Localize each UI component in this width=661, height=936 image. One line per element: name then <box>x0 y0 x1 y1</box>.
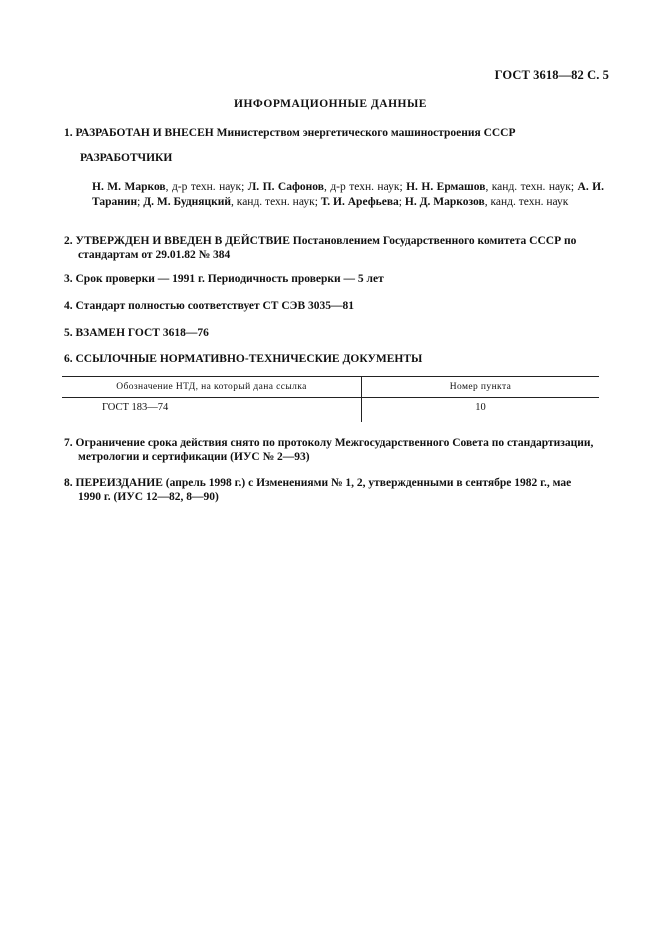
developer-degree: , канд. техн. наук <box>484 195 569 208</box>
section-title: ИНФОРМАЦИОННЫЕ ДАННЫЕ <box>234 98 427 110</box>
developers-label: РАЗРАБОТЧИКИ <box>80 152 173 164</box>
item-2 <box>64 234 604 262</box>
developers-list <box>92 180 604 209</box>
item-7 <box>64 436 604 464</box>
developer-name: Д. М. Будняцкий <box>143 195 232 208</box>
developer-degree: , д-р техн. наук; <box>323 181 407 193</box>
item-1: 1. РАЗРАБОТАН И ВНЕСЕН Министерством энергетического машиностроения СССР <box>64 127 516 139</box>
item-4: 4. Стандарт полностью соответствует СТ СЭВ 3035—81 <box>64 300 355 312</box>
cell-clause: 10 <box>475 402 486 413</box>
developer-name: Н. Н. Ермашов <box>406 181 486 193</box>
item-2-line-2: стандартам от 29.01.82 № 384 <box>78 249 231 261</box>
table-row <box>62 398 599 423</box>
item-7-line-1: 7. Ограничение срока действия снято по протоколу Межгосударственного Совета по стандартизации, <box>64 437 594 449</box>
page-header: ГОСТ 3618—82 С. 5 <box>494 68 609 82</box>
column-header-clause: Номер пункта <box>362 377 600 398</box>
developer-degree: , канд. техн. наук; <box>485 181 578 193</box>
item-3: 3. Срок проверки — 1991 г. Периодичность проверки — 5 лет <box>64 273 384 285</box>
developer-name: А. И. Таранин <box>92 181 604 208</box>
cell-document: ГОСТ 183—74 <box>62 398 362 423</box>
item-8 <box>64 476 604 504</box>
references-table <box>62 376 599 422</box>
developer-name: Н. Д. Маркозов <box>404 195 485 208</box>
developer-name: Т. И. Арефьева <box>320 195 399 208</box>
item-5: 5. ВЗАМЕН ГОСТ 3618—76 <box>64 327 209 339</box>
item-2-line-1: 2. УТВЕРЖДЕН И ВВЕДЕН В ДЕЙСТВИЕ Постановлением Государственного комитета СССР по <box>64 235 577 247</box>
developer-degree: ; <box>137 195 144 208</box>
table-header-row <box>62 377 599 398</box>
item-7-line-2: метрологии и сертификации (ИУС № 2—93) <box>78 451 310 463</box>
developer-degree: , канд. техн. наук; <box>231 195 321 208</box>
developer-name: Н. М. Марков <box>92 181 166 193</box>
item-6: 6. ССЫЛОЧНЫЕ НОРМАТИВНО-ТЕХНИЧЕСКИЕ ДОКУМЕНТЫ <box>64 353 423 365</box>
item-8-line-2: 1990 г. (ИУС 12—82, 8—90) <box>78 491 219 503</box>
item-8-line-1: 8. ПЕРЕИЗДАНИЕ (апрель 1998 г.) с Изменениями № 1, 2, утвержденными в сентябре 1982 г., мае <box>64 477 572 489</box>
developer-degree: ; <box>398 195 405 208</box>
column-header-document: Обозначение НТД, на который дана ссылка <box>62 377 362 398</box>
developer-name: Л. П. Сафонов <box>247 181 324 193</box>
developer-degree: , д-р техн. наук; <box>165 181 248 193</box>
